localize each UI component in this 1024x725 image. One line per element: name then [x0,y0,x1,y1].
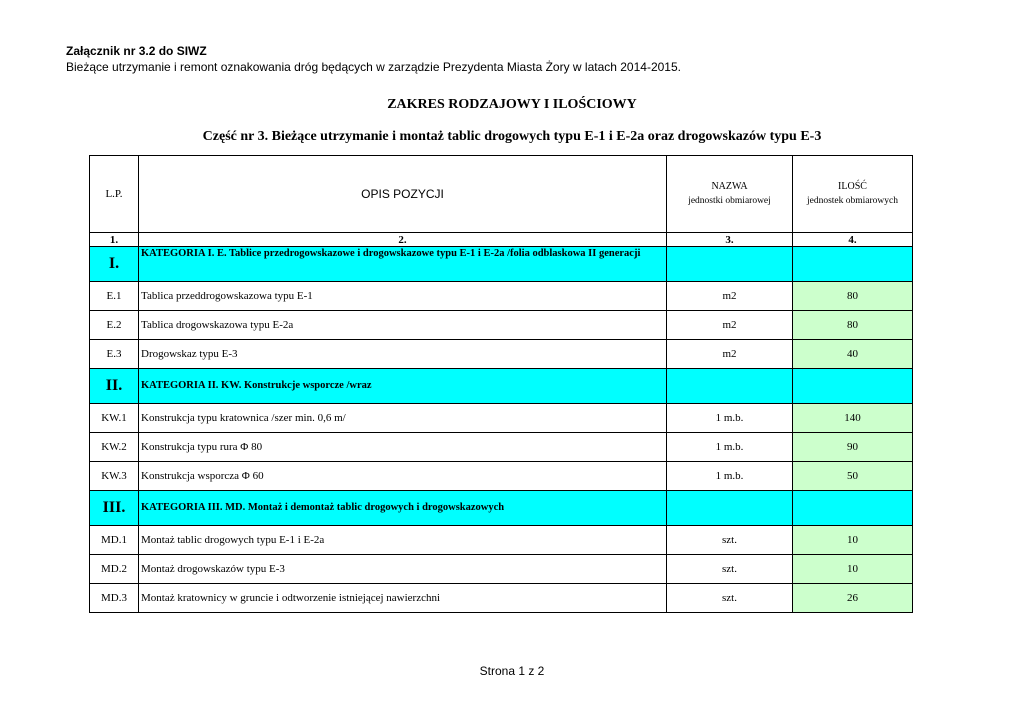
item-desc: Montaż tablic drogowych typu E-1 i E-2a [139,526,667,555]
category-title: KATEGORIA II. KW. Konstrukcje wsporcze /wraz [139,369,667,404]
table-row [90,404,913,433]
item-lp: MD.2 [90,555,139,584]
item-unit: m2 [667,340,793,369]
item-lp: E.3 [90,340,139,369]
item-lp: KW.3 [90,462,139,491]
item-qty: 140 [793,404,913,433]
header-opis: OPIS POZYCJI [139,156,667,233]
category-roman: III. [90,491,139,526]
item-lp: MD.1 [90,526,139,555]
category-title: KATEGORIA I. E. Tablice przedrogowskazowe i drogowskazowe typu E-1 i E-2a /folia odblaskowa II generacji [139,247,667,282]
column-number-row [90,233,913,247]
table-row [90,526,913,555]
header-qty-name: ILOŚĆ [838,181,867,192]
category-row [90,247,913,282]
table-row [90,584,913,613]
item-unit: szt. [667,526,793,555]
item-qty: 80 [793,311,913,340]
item-lp: KW.2 [90,433,139,462]
header-unit-name: NAZWA [711,181,748,192]
attachment-title: Załącznik nr 3.2 do SIWZ [66,44,207,58]
item-unit: szt. [667,555,793,584]
item-unit: 1 m.b. [667,404,793,433]
item-desc: Montaż kratownicy w gruncie i odtworzenie istniejącej nawierzchni [139,584,667,613]
item-unit: szt. [667,584,793,613]
item-qty: 10 [793,526,913,555]
part-title: Część nr 3. Bieżące utrzymanie i montaż tablic drogowych typu E-1 i E-2a oraz drogowskazów typu E-3 [202,129,822,144]
table-row [90,340,913,369]
header-lp: L.P. [90,156,139,233]
column-number: 3. [667,233,793,247]
item-lp: E.2 [90,311,139,340]
item-desc: Konstrukcja wsporcza Φ 60 [139,462,667,491]
header-unit-sub: jednostki obmiarowej [688,196,771,206]
category-roman: I. [90,247,139,282]
page-number: Strona 1 z 2 [479,664,545,678]
table-row [90,555,913,584]
main-title: ZAKRES RODZAJOWY I ILOŚCIOWY [387,97,637,112]
item-desc: Tablica przeddrogowskazowa typu E-1 [139,282,667,311]
item-lp: MD.3 [90,584,139,613]
item-desc: Drogowskaz typu E-3 [139,340,667,369]
item-lp: E.1 [90,282,139,311]
column-number: 1. [90,233,139,247]
table-row [90,462,913,491]
item-qty: 50 [793,462,913,491]
item-qty: 40 [793,340,913,369]
item-lp: KW.1 [90,404,139,433]
item-desc: Tablica drogowskazowa typu E-2a [139,311,667,340]
item-qty: 26 [793,584,913,613]
item-desc: Konstrukcja typu kratownica /szer min. 0,6 m/ [139,404,667,433]
category-roman: II. [90,369,139,404]
item-qty: 80 [793,282,913,311]
header-qty [793,156,913,233]
item-unit: m2 [667,311,793,340]
table-row [90,311,913,340]
item-qty: 90 [793,433,913,462]
category-row [90,369,913,404]
scope-table [89,155,913,613]
header-qty-sub: jednostek obmiarowych [806,196,899,206]
column-number: 2. [139,233,667,247]
table-header-row [90,156,913,233]
table-row [90,433,913,462]
item-unit: 1 m.b. [667,433,793,462]
item-desc: Montaż drogowskazów typu E-3 [139,555,667,584]
header-unit [667,156,793,233]
item-unit: 1 m.b. [667,462,793,491]
item-qty: 10 [793,555,913,584]
category-row [90,491,913,526]
table-row [90,282,913,311]
item-unit: m2 [667,282,793,311]
attachment-subtitle: Bieżące utrzymanie i remont oznakowania dróg będących w zarządzie Prezydenta Miasta Żory w latach 2014-2015. [66,60,681,74]
column-number: 4. [793,233,913,247]
item-desc: Konstrukcja typu rura Φ 80 [139,433,667,462]
category-title: KATEGORIA III. MD. Montaż i demontaż tablic drogowych i drogowskazowych [139,491,667,526]
document-header [66,43,681,75]
